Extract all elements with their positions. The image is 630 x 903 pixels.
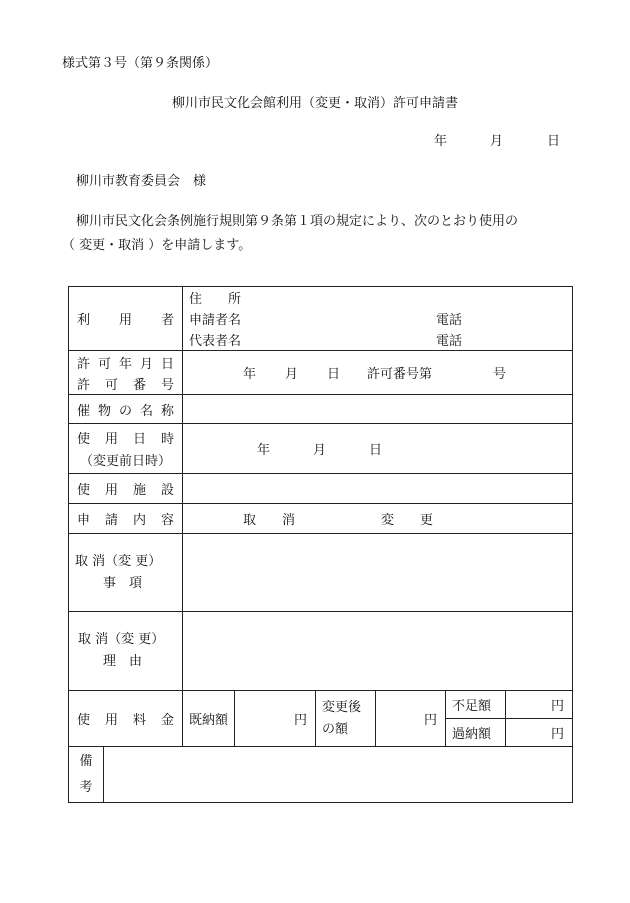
addressee: 柳川市教育委員会 様 [76,174,207,189]
label-char: 料 [133,713,147,728]
label-char: の [119,403,133,419]
address-label: 住 所 [189,292,242,307]
reason-label-1: 取 消（変 更） [78,632,165,647]
use-month: 月 [313,443,327,458]
address-line[interactable] [183,287,572,308]
label-char: 内 [133,513,147,528]
label-char: 称 [161,403,175,419]
reason-label-cell [69,612,183,691]
row-matters [69,534,573,612]
request-field [183,504,573,534]
date-year: 年 [434,134,448,149]
use-date-field[interactable] [183,424,573,474]
date-day: 日 [547,134,561,149]
remarks-field[interactable] [104,747,573,803]
label-char: 許 [77,377,91,393]
after-change-yen[interactable]: 円 [376,691,446,747]
permit-month: 月 [285,367,299,382]
user-value-cell[interactable] [183,287,573,351]
row-event-name [69,395,573,424]
overpaid-yen[interactable]: 円 [506,719,573,747]
permit-number-prefix: 許可番号第 [367,367,433,382]
request-label-cell [69,504,183,534]
permit-value-cell[interactable] [183,351,573,395]
facility-label-cell [69,474,183,504]
row-reason [69,612,573,691]
body-text-line-2: （ 変更・取消 ）を申請します。 [62,238,252,253]
date-month: 月 [490,134,504,149]
label-char: 金 [161,713,175,728]
shortfall-yen[interactable]: 円 [506,691,573,719]
request-label [69,509,182,528]
label-char: 用 [105,483,119,498]
label-char: 名 [140,403,154,419]
application-form-table [68,286,573,803]
matters-field[interactable] [183,534,573,612]
label-char: 者 [161,313,175,328]
label-char: 設 [161,483,175,498]
label-char: 可 [98,356,112,372]
label-char: 申 [77,513,91,528]
label-char: 使 [77,483,91,498]
facility-field[interactable] [183,474,573,504]
label-char: 番 [133,377,147,393]
label-char: 可 [105,377,119,393]
use-date-values [183,439,572,458]
after-change-label-2: の額 [322,721,349,737]
reason-field[interactable] [183,612,573,691]
permit-values [183,363,572,382]
matters-label-2: 事 項 [103,575,143,591]
label-char: 催 [77,403,91,419]
row-user [69,287,573,351]
row-request [69,504,573,534]
request-options [183,509,572,528]
label-char: 月 [140,356,154,372]
cancel-option[interactable]: 取 消 [243,513,296,528]
form-number: 様式第３号（第９条関係） [62,56,219,71]
label-char: 使 [77,432,91,447]
representative-phone-label: 電話 [436,334,463,349]
remarks-label-2: 考 [79,779,93,795]
label-char: 日 [161,356,175,372]
change-option[interactable]: 変 更 [381,513,434,528]
permit-number-label [69,373,182,394]
permit-year: 年 [243,367,257,382]
label-char: 時 [161,432,175,447]
user-label [69,309,182,328]
label-char: 日 [133,432,147,447]
applicant-phone-label: 電話 [436,313,463,328]
reason-label-2: 理 由 [103,654,143,669]
label-char: 施 [133,483,147,498]
row-fee-top [69,691,573,719]
label-char: 号 [161,377,175,393]
label-char: 容 [161,513,175,528]
row-use-date [69,424,573,474]
after-change-label-1: 変更後 [322,699,362,715]
form-title: 柳川市民文化会館利用（変更・取消）許可申請書 [171,96,458,111]
event-name-field[interactable] [183,395,573,424]
row-remarks [69,747,573,803]
remarks-label-cell [69,747,104,803]
use-date-label-cell [69,424,183,474]
overpaid-label: 過納額 [446,719,506,747]
event-name-label-cell [69,395,183,424]
use-date-sub-label: （変更前日時） [80,454,172,469]
paid-label: 既納額 [183,691,235,747]
label-char: 用 [105,713,119,728]
use-year: 年 [257,443,271,458]
row-permit [69,351,573,395]
fee-label-cell [69,691,183,747]
after-change-label-cell [316,691,376,747]
paid-yen[interactable]: 円 [235,691,316,747]
fee-label [69,709,182,728]
label-char: 許 [77,356,91,372]
label-char: 請 [105,513,119,528]
row-facility [69,474,573,504]
matters-label-cell [69,534,183,612]
representative-line[interactable] [183,329,572,350]
label-char: 用 [119,313,133,328]
permit-date-label [69,352,182,373]
permit-day: 日 [327,367,341,382]
remarks-label-1: 備 [79,753,93,769]
representative-label: 代表者名 [189,334,242,349]
label-char: 利 [77,313,91,328]
applicant-label: 申請者名 [189,313,242,328]
event-name-label [69,400,182,419]
shortfall-label: 不足額 [446,691,506,719]
label-char: 用 [105,432,119,447]
label-char: 使 [77,713,91,728]
label-char: 物 [98,403,112,419]
user-label-cell [69,287,183,351]
label-char: 年 [119,356,133,372]
permit-label-cell [69,351,183,395]
permit-number-suffix: 号 [493,367,507,382]
use-date-label [69,427,182,449]
body-text-line-1: 柳川市民文化会条例施行規則第９条第１項の規定により、次のとおり使用の [76,214,519,229]
facility-label [69,479,182,498]
matters-label-1: 取 消（変 更） [75,553,162,569]
use-day: 日 [369,443,383,458]
applicant-line[interactable] [183,308,572,329]
